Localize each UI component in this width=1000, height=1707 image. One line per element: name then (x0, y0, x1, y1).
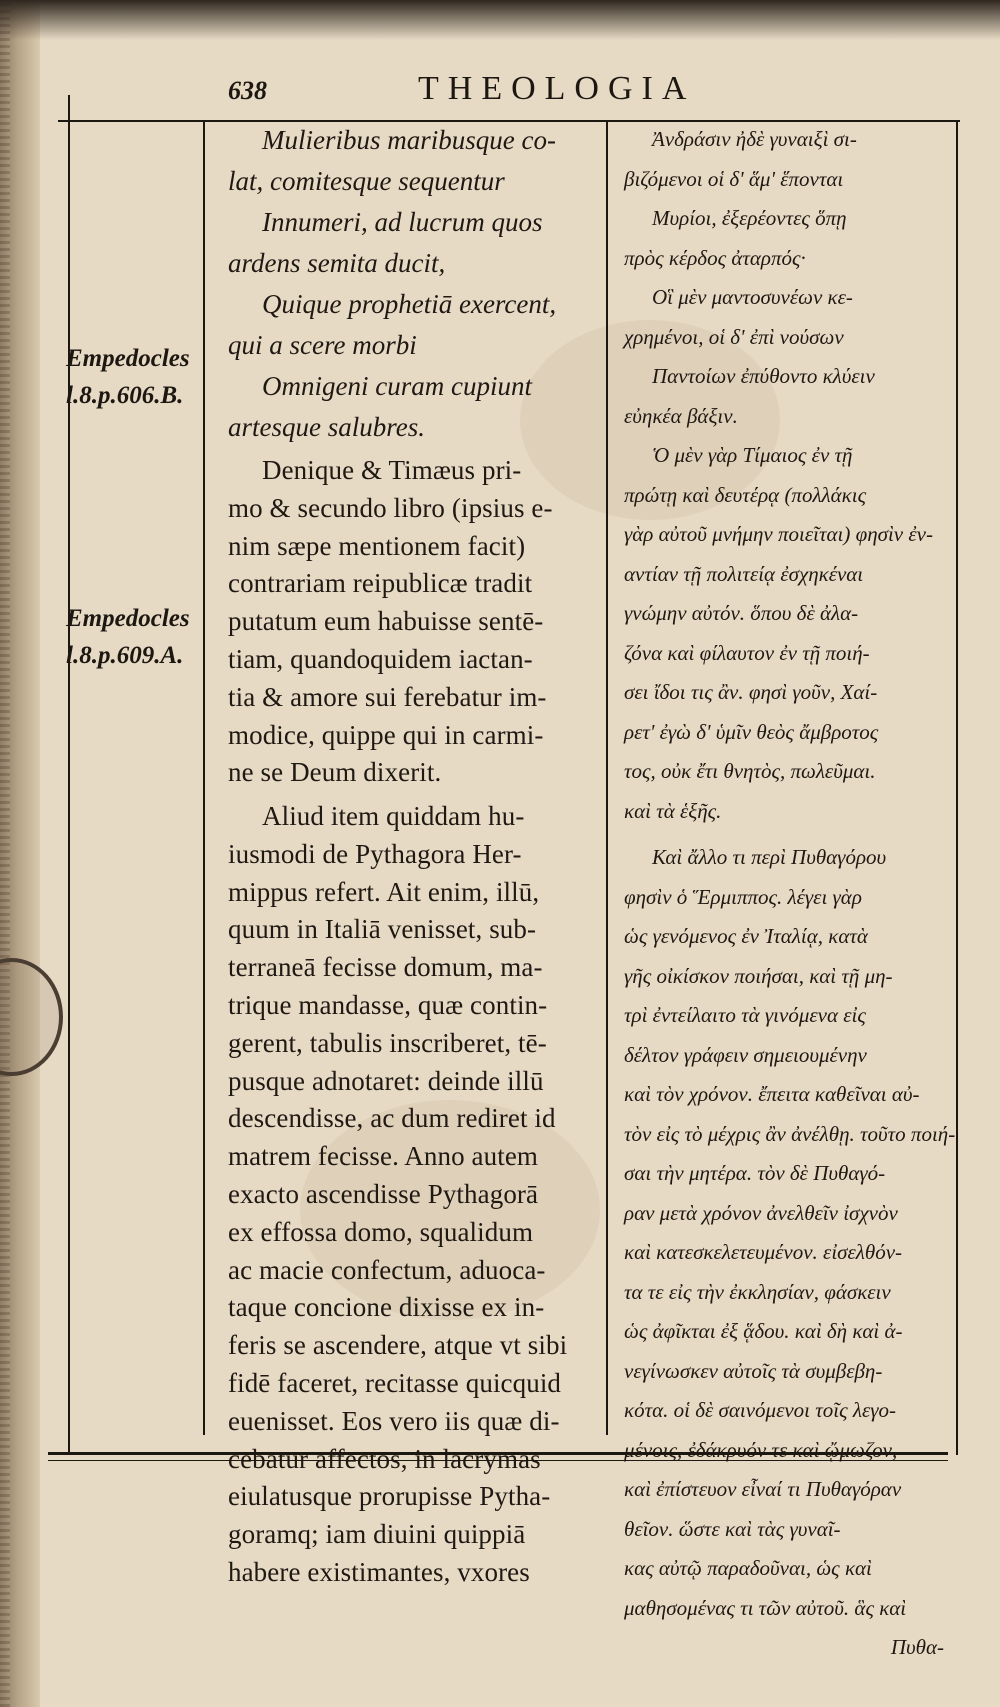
greek-line: μαθησομένας τι τῶν αὐτοῦ. ἃς καὶ (624, 1595, 907, 1620)
center-column-rule (606, 120, 608, 1435)
greek-line: Παντοίων ἐπύθοντο κλύειν (652, 364, 875, 388)
latin-verse-line: artesque salubres. (228, 412, 425, 442)
outer-margin-rule (68, 95, 70, 1455)
greek-line: καὶ ἐπίστευον εἶναί τι Πυθαγόραν (624, 1477, 902, 1501)
latin-prose-line: cebatur affectos, in lacrymas (228, 1443, 541, 1474)
greek-line: πρώτῃ καὶ δευτέρᾳ (πολλάκις (624, 482, 867, 507)
greek-line: κότα. οἱ δὲ σαινόμενοι τοῖς λεγο- (624, 1398, 897, 1422)
greek-line: φησὶν ὁ Ἕρμιππος. λέγει γὰρ (624, 884, 862, 909)
latin-prose-line: exacto ascendisse Pythagorā (228, 1178, 539, 1209)
right-column-rule (956, 120, 958, 1455)
greek-line: πρὸς κέρδος ἀταρπός· (624, 245, 806, 270)
latin-verse-line: lat, comitesque sequentur (228, 166, 505, 196)
latin-prose-line: matrem fecisse. Anno autem (228, 1141, 539, 1172)
latin-prose-line: eiulatusque prorupisse Pytha- (228, 1481, 551, 1512)
greek-line: ὡς ἀφῖκται ἐξ ᾅδου. καὶ δὴ καὶ ἀ- (624, 1319, 903, 1343)
latin-prose-line: habere existimantes, vxores (228, 1556, 530, 1587)
latin-prose-line: fidē faceret, recitasse quicquid (228, 1367, 562, 1398)
greek-line: γνώμην αὐτόν. ὅπου δὲ ἀλα- (624, 601, 859, 625)
latin-prose-line: Aliud item quiddam hu- (262, 801, 525, 831)
latin-prose-line: descendisse, ac dum rediret id (228, 1103, 556, 1134)
greek-line: σαι τὴν μητέρα. τὸν δὲ Πυθαγό- (624, 1161, 886, 1185)
greek-line: καὶ τὸν χρόνον. ἔπειτα καθεῖναι αὐ- (624, 1082, 920, 1106)
greek-paragraph-1 (624, 436, 950, 831)
page-number: 638 (228, 76, 267, 105)
greek-line: ραν μετὰ χρόνον ἀνελθεῖν ἰσχνὸν (624, 1200, 898, 1225)
greek-line: εὐηκέα βάξιν. (624, 403, 738, 428)
latin-prose-line: terraneā fecisse domum, ma- (228, 952, 543, 983)
latin-prose-line: putatum eum habuisse sentē- (228, 606, 544, 637)
latin-prose-line: modice, quippe qui in carmi- (228, 719, 544, 750)
greek-line: τα τε εἰς τὴν ἐκκλησίαν, φάσκειν (624, 1279, 891, 1304)
latin-prose-paragraph-1 (228, 452, 598, 792)
latin-verse-line: qui a scere morbi (228, 330, 417, 360)
greek-line: μένοις, ἐδάκρυόν τε καὶ ᾤμωζον, (624, 1437, 898, 1462)
top-shadow (0, 0, 1000, 40)
bottom-rule-thin (48, 1460, 948, 1461)
greek-verse-block (624, 120, 950, 436)
greek-paragraph-2 (624, 838, 956, 1668)
margin-note-reference: l.8.p.606.B. (66, 382, 184, 409)
latin-prose-line: goramq; iam diuini quippiā (228, 1519, 526, 1550)
book-clasp (0, 958, 63, 1076)
greek-line: αντίαν τῇ πολιτείᾳ ἐσχηκέναι (624, 561, 864, 586)
greek-line: τρὶ ἐντείλαιτο τὰ γινόμενα εἰς (624, 1003, 866, 1027)
margin-note-author: Empedocles (66, 345, 190, 372)
latin-prose-paragraph-2 (228, 798, 598, 1592)
margin-note-author: Empedocles (66, 605, 190, 632)
greek-line: χρημένοι, οἱ δ' ἐπὶ νούσων (624, 324, 844, 349)
greek-line: γῆς οἰκίσκον ποιήσαι, καὶ τῇ μη- (624, 963, 893, 988)
latin-verse-line: Mulieribus maribusque co- (262, 125, 556, 155)
latin-prose-line: contrariam reipublicæ tradit (228, 568, 533, 599)
greek-line: γὰρ αὐτοῦ μνήμην ποιεῖται) φησὶν ἐν- (624, 522, 933, 546)
greek-line: τὸν εἰς τὸ μέχρις ἂν ἀνέλθῃ. τοῦτο ποιή- (624, 1121, 956, 1146)
greek-line: ρετ' ἐγὼ δ' ὑμῖν θεὸς ἄμβροτος (624, 719, 879, 744)
latin-verse-line: Omnigeni curam cupiunt (262, 371, 532, 401)
latin-prose-line: gerent, tabulis inscriberet, tē- (228, 1027, 547, 1058)
greek-line: κας αὐτῷ παραδοῦναι, ὡς καὶ (624, 1556, 872, 1580)
latin-prose-line: ac macie confectum, aduoca- (228, 1254, 546, 1285)
greek-line: Ἀνδράσιν ἠδὲ γυναιξὶ σι- (652, 127, 857, 151)
book-binding-edge (0, 0, 40, 1707)
bottom-rule (48, 1452, 948, 1455)
latin-prose-line: feris se ascendere, atque vt sibi (228, 1330, 568, 1361)
margin-note (66, 340, 190, 414)
greek-line: δέλτον γράφειν σημειουμένην (624, 1042, 867, 1067)
left-column-rule (203, 120, 205, 1435)
greek-line: Καὶ ἄλλο τι περὶ Πυθαγόρου (652, 845, 887, 869)
latin-verse-line: Innumeri, ad lucrum quos (262, 207, 543, 237)
greek-line: καὶ κατεσκελετευμένον. εἰσελθόν- (624, 1240, 903, 1264)
latin-prose-line: iusmodi de Pythagora Her- (228, 838, 522, 869)
running-head: THEOLOGIA (418, 70, 696, 107)
greek-line: Ὁ μὲν γὰρ Τίμαιος ἐν τῇ (652, 443, 853, 467)
latin-prose-line: tia & amore sui ferebatur im- (228, 681, 547, 712)
latin-prose-line: taque concione dixisse ex in- (228, 1292, 545, 1323)
latin-prose-line: mippus refert. Ait enim, illū, (228, 876, 540, 907)
latin-prose-line: nim sæpe mentionem facit) (228, 530, 526, 561)
latin-prose-line: euenisset. Eos vero iis quæ di- (228, 1405, 560, 1436)
latin-prose-line: quum in Italiā venisset, sub- (228, 914, 537, 945)
greek-line: καὶ τὰ ἑξῆς. (624, 798, 722, 823)
latin-prose-line: ex effossa domo, squalidum (228, 1216, 534, 1247)
greek-line: Μυρίοι, ἐξερέοντες ὅπῃ (652, 206, 847, 230)
latin-verse-block (228, 120, 598, 448)
latin-prose-line: Denique & Timæus pri- (262, 455, 522, 485)
greek-line: τος, οὐκ ἔτι θνητὸς, πωλεῦμαι. (624, 759, 876, 783)
latin-prose-line: ne se Deum dixerit. (228, 757, 442, 788)
greek-line: νεγίνωσκεν αὐτοῖς τὰ συμβεβη- (624, 1358, 883, 1383)
latin-verse-line: ardens semita ducit, (228, 248, 446, 278)
greek-line: ὡς γενόμενος ἐν Ἰταλίᾳ, κατὰ (624, 924, 868, 948)
latin-prose-line: mo & secundo libro (ipsius e- (228, 492, 553, 523)
latin-verse-line: Quique prophetiā exercent, (262, 289, 557, 319)
margin-note-reference: l.8.p.609.A. (66, 642, 184, 669)
greek-line: θεῖον. ὥστε καὶ τὰς γυναῖ- (624, 1516, 841, 1541)
greek-catchword: Πυθα- (890, 1635, 944, 1659)
latin-prose-line: trique mandasse, quæ contin- (228, 989, 548, 1020)
greek-line: βιζόμενοι οἱ δ' ἅμ' ἕπονται (624, 166, 844, 191)
greek-line: ζόνα καὶ φίλαυτον ἐν τῇ ποιή- (624, 640, 870, 665)
greek-line: Οἳ μὲν μαντοσυνέων κε- (652, 285, 853, 309)
latin-prose-line: pusque adnotaret: deinde illū (228, 1065, 544, 1096)
margin-note (66, 600, 190, 674)
greek-line: σει ἴδοι τις ἂν. φησὶ γοῦν, Χαί- (624, 680, 878, 704)
latin-prose-line: tiam, quandoquidem iactan- (228, 643, 533, 674)
